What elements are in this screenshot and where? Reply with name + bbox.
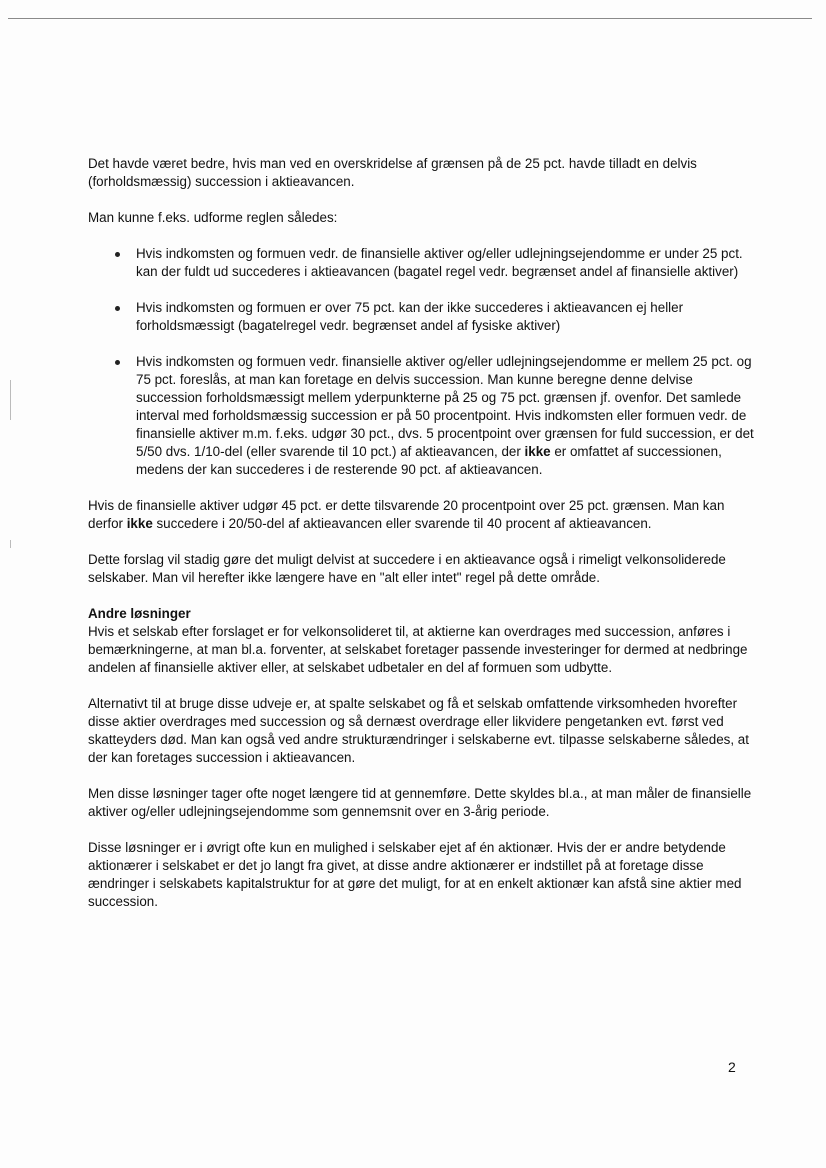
bullet-icon [115, 252, 120, 257]
paragraph-text: Hvis de finansielle aktiver udgør 45 pct. er dette tilsvarende 20 procentpoint over 25 pct. grænsen. Man kan derfor [88, 498, 725, 531]
bullet-list [88, 245, 760, 479]
list-item [88, 353, 760, 479]
list-item-text: Hvis indkomsten og formuen er over 75 pct. kan der ikke succederes i aktieavancen ej heller forholdsmæssigt (bagatelregel vedr. begrænset andel af fysiske aktiver) [136, 300, 684, 333]
page-number: 2 [728, 1059, 736, 1075]
bullet-icon [115, 306, 120, 311]
paragraph: Hvis et selskab efter forslaget er for velkonsolideret til, at aktierne kan overdrages med succession, anføres i bemærkningerne, at man bl.a. forventer, at selskabet foretager passende investeringer for dermed at nedbringe andelen af finansielle aktiver eller, at selskabet udbetaler en del af formuen som udbytte. [88, 624, 748, 675]
list-item [88, 245, 760, 281]
bullet-icon [115, 360, 120, 365]
list-item-text: Hvis indkomsten og formuen vedr. finansielle aktiver og/eller udlejningsejendomme er mellem 25 pct. og 75 pct. foreslås, at man kan foretage en delvis succession. Man kunne beregne denne delvise succession forholdsmæssigt mellem yderpunkterne på 25 og 75 pct. grænsen jf. ovenfor. Det samlede interval med forholdsmæssig succession er på 50 procentpoint. Hvis indkomsten eller formuen vedr. de finansielle aktiver m.m. f.eks. udgør 30 pct., dvs. 5 procentpoint over grænsen for fuld succession, er det 5/50 dvs. 1/10-del (eller svarende til 10 pct.) af aktieavancen, der [136, 354, 754, 459]
paragraph-text: succedere i 20/50-del af aktieavancen eller svarende til 40 procent af aktieavancen. [152, 516, 652, 531]
example-paragraph [88, 497, 760, 533]
list-item [88, 299, 760, 335]
header-rule [8, 18, 812, 19]
scan-artifact [10, 540, 11, 548]
paragraph: Men disse løsninger tager ofte noget længere tid at gennemføre. Dette skyldes bl.a., at man måler de finansielle aktiver og/eller udlejningsejendomme som gennemsnit over en 3-årig periode. [88, 786, 752, 819]
emphasis-text: ikke [126, 516, 153, 531]
list-item-text: er omfattet af successionen, medens der kan succederes i de resterende 90 pct. af aktieavancen. [136, 444, 722, 477]
emphasis-text: ikke [524, 444, 551, 459]
paragraph: Man kunne f.eks. udforme reglen således: [88, 210, 338, 225]
section-heading: Andre løsninger [88, 606, 191, 621]
paragraph: Det havde været bedre, hvis man ved en overskridelse af grænsen på de 25 pct. havde tilladt en delvis (forholdsmæssig) succession i aktieavancen. [88, 156, 697, 189]
document-body [88, 155, 760, 929]
scan-artifact [10, 380, 11, 420]
paragraph: Alternativt til at bruge disse udveje er, at spalte selskabet og få et selskab omfattende virksomheden hvorefter disse aktier overdrages med succession og så dernæst overdrage eller likvidere pengetanken evt. først ved skatteyders død. Man kan også ved andre strukturændringer i selskaberne evt. tilpasse selskaberne således, at der kan foretages succession i aktieavancen. [88, 696, 749, 765]
paragraph: Disse løsninger er i øvrigt ofte kun en mulighed i selskaber ejet af én aktionær. Hvis der er andre betydende aktionærer i selskabet er det jo langt fra givet, at disse andre aktionærer er indstillet på at foretage disse ændringer i selskabets kapitalstruktur for at gøre det muligt, for at en enkelt aktionær kan afstå sine aktier med succession. [88, 840, 742, 909]
paragraph: Dette forslag vil stadig gøre det muligt delvist at succedere i en aktieavance også i rimeligt velkonsoliderede selskaber. Man vil herefter ikke længere have en "alt eller intet" regel på dette område. [88, 552, 726, 585]
list-item-text: Hvis indkomsten og formuen vedr. de finansielle aktiver og/eller udlejningsejendomme er under 25 pct. kan der fuldt ud succederes i aktieavancen (bagatel regel vedr. begrænset andel af finansielle aktiver) [136, 246, 743, 279]
